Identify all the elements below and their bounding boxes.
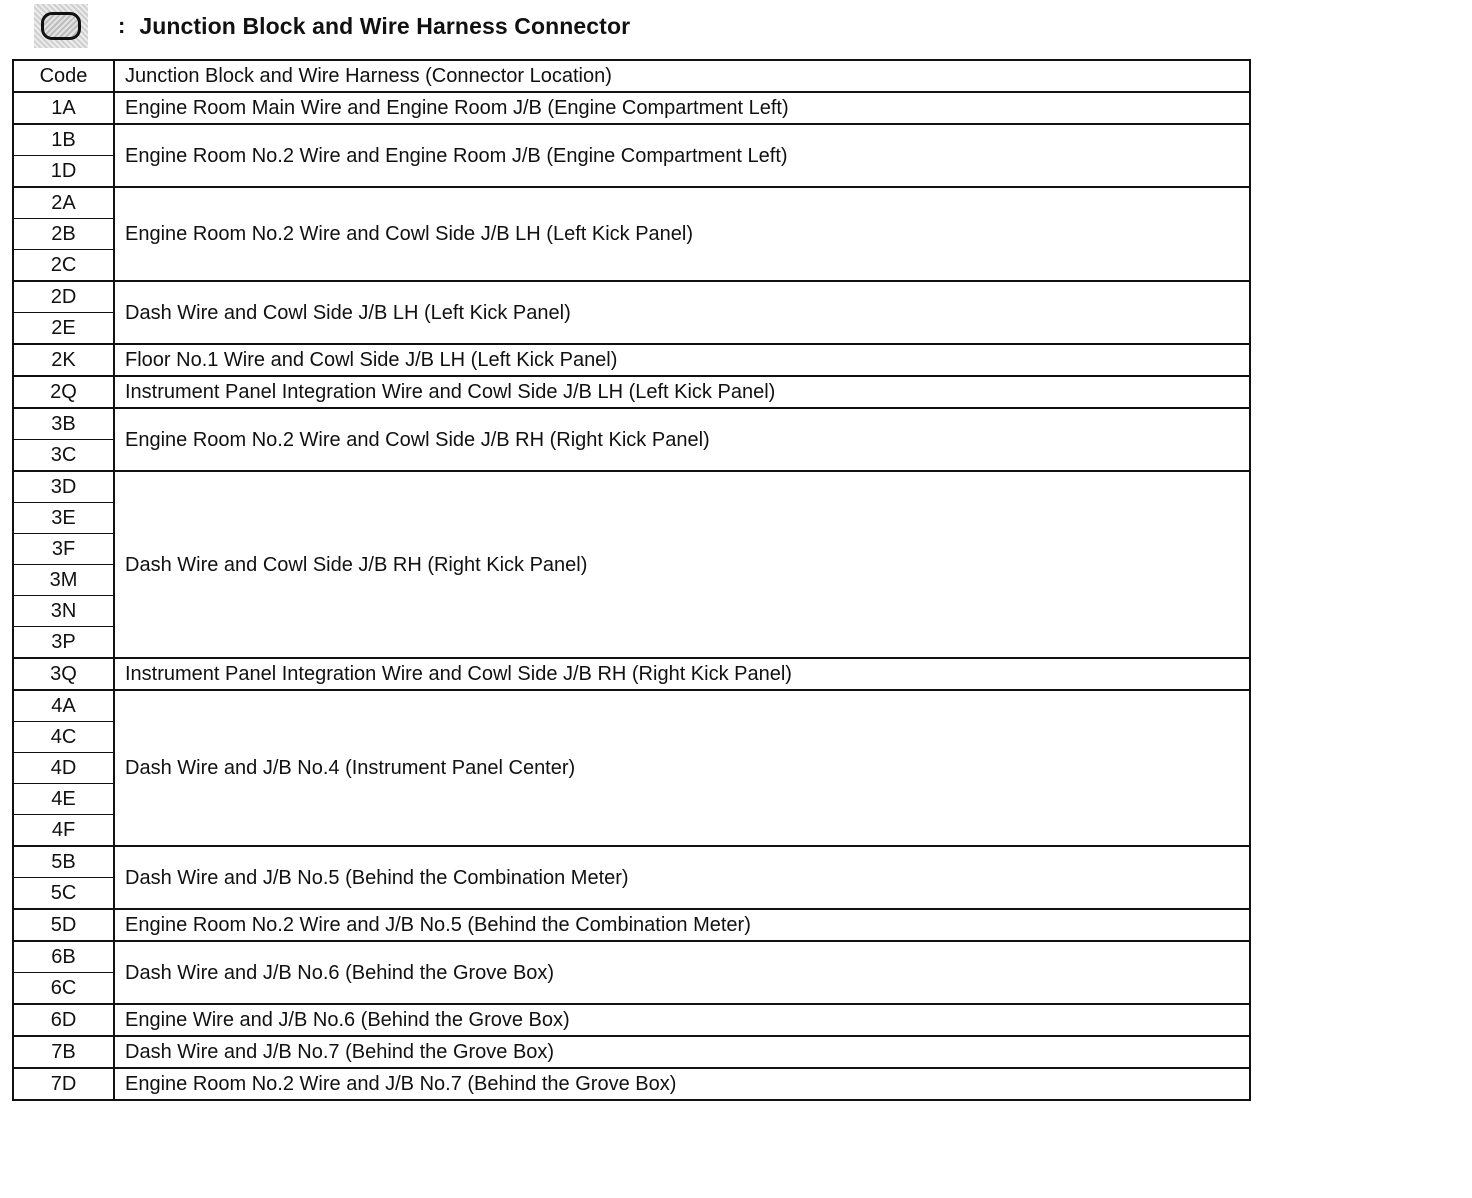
- code-cell: 5D: [13, 909, 114, 941]
- table-row: [13, 1036, 1250, 1068]
- code-cell: 2C: [13, 250, 114, 282]
- description-cell: Engine Room No.2 Wire and Engine Room J/B (Engine Compartment Left): [114, 124, 1250, 187]
- code-cell: 3N: [13, 596, 114, 627]
- code-cell: 7B: [13, 1036, 114, 1068]
- code-cell: 2K: [13, 344, 114, 376]
- table-row: [13, 1004, 1250, 1036]
- code-cell: 3B: [13, 408, 114, 440]
- description-cell: Engine Room No.2 Wire and J/B No.7 (Behind the Grove Box): [114, 1068, 1250, 1100]
- table-row: [13, 909, 1250, 941]
- table-row: [13, 941, 1250, 973]
- description-cell: Engine Wire and J/B No.6 (Behind the Grove Box): [114, 1004, 1250, 1036]
- code-cell: 4D: [13, 753, 114, 784]
- table-row: [13, 187, 1250, 219]
- description-cell: Engine Room No.2 Wire and Cowl Side J/B LH (Left Kick Panel): [114, 187, 1250, 281]
- table-row: [13, 471, 1250, 503]
- code-cell: 1A: [13, 92, 114, 124]
- code-cell: 1D: [13, 156, 114, 188]
- description-cell: Dash Wire and J/B No.7 (Behind the Grove Box): [114, 1036, 1250, 1068]
- code-cell: 2D: [13, 281, 114, 313]
- code-cell: 3Q: [13, 658, 114, 690]
- code-cell: 7D: [13, 1068, 114, 1100]
- junction-block-symbol-shape: [41, 12, 81, 40]
- table-row: [13, 1068, 1250, 1100]
- header-colon: :: [118, 13, 126, 38]
- description-cell: Engine Room No.2 Wire and Cowl Side J/B RH (Right Kick Panel): [114, 408, 1250, 471]
- page-title: Junction Block and Wire Harness Connector: [139, 12, 631, 39]
- junction-block-symbol-icon: [34, 4, 88, 48]
- table-row: [13, 281, 1250, 313]
- code-cell: 3F: [13, 534, 114, 565]
- code-cell: 2Q: [13, 376, 114, 408]
- table-header-row: [13, 60, 1250, 92]
- table-body: [13, 60, 1250, 1100]
- description-cell: Dash Wire and Cowl Side J/B LH (Left Kick Panel): [114, 281, 1250, 344]
- description-cell: Instrument Panel Integration Wire and Cowl Side J/B LH (Left Kick Panel): [114, 376, 1250, 408]
- description-cell: Dash Wire and J/B No.6 (Behind the Grove Box): [114, 941, 1250, 1004]
- code-cell: 3P: [13, 627, 114, 659]
- code-cell: 3E: [13, 503, 114, 534]
- code-cell: 2B: [13, 219, 114, 250]
- code-cell: 3C: [13, 440, 114, 472]
- code-cell: 3D: [13, 471, 114, 503]
- code-cell: 2A: [13, 187, 114, 219]
- description-cell: Engine Room No.2 Wire and J/B No.5 (Behind the Combination Meter): [114, 909, 1250, 941]
- description-cell: Dash Wire and J/B No.4 (Instrument Panel Center): [114, 690, 1250, 846]
- description-cell: Instrument Panel Integration Wire and Cowl Side J/B RH (Right Kick Panel): [114, 658, 1250, 690]
- code-cell: 5C: [13, 878, 114, 910]
- code-cell: 3M: [13, 565, 114, 596]
- code-cell: 5B: [13, 846, 114, 878]
- description-cell: Dash Wire and Cowl Side J/B RH (Right Kick Panel): [114, 471, 1250, 658]
- table-row: [13, 408, 1250, 440]
- table-row: [13, 658, 1250, 690]
- code-cell: 4A: [13, 690, 114, 722]
- code-cell: 6B: [13, 941, 114, 973]
- table-row: [13, 344, 1250, 376]
- code-cell: 6C: [13, 973, 114, 1005]
- table-row: [13, 92, 1250, 124]
- table-row: [13, 376, 1250, 408]
- table-row: [13, 846, 1250, 878]
- code-cell: 6D: [13, 1004, 114, 1036]
- column-header-description: Junction Block and Wire Harness (Connector Location): [114, 60, 1250, 92]
- code-cell: 2E: [13, 313, 114, 345]
- code-cell: 1B: [13, 124, 114, 156]
- description-cell: Floor No.1 Wire and Cowl Side J/B LH (Left Kick Panel): [114, 344, 1250, 376]
- code-cell: 4E: [13, 784, 114, 815]
- description-cell: Engine Room Main Wire and Engine Room J/B (Engine Compartment Left): [114, 92, 1250, 124]
- column-header-code: Code: [13, 60, 114, 92]
- table-row: [13, 690, 1250, 722]
- code-cell: 4F: [13, 815, 114, 847]
- description-cell: Dash Wire and J/B No.5 (Behind the Combination Meter): [114, 846, 1250, 909]
- page-header: [34, 4, 630, 48]
- table-row: [13, 124, 1250, 156]
- code-cell: 4C: [13, 722, 114, 753]
- junction-block-table: [12, 59, 1251, 1101]
